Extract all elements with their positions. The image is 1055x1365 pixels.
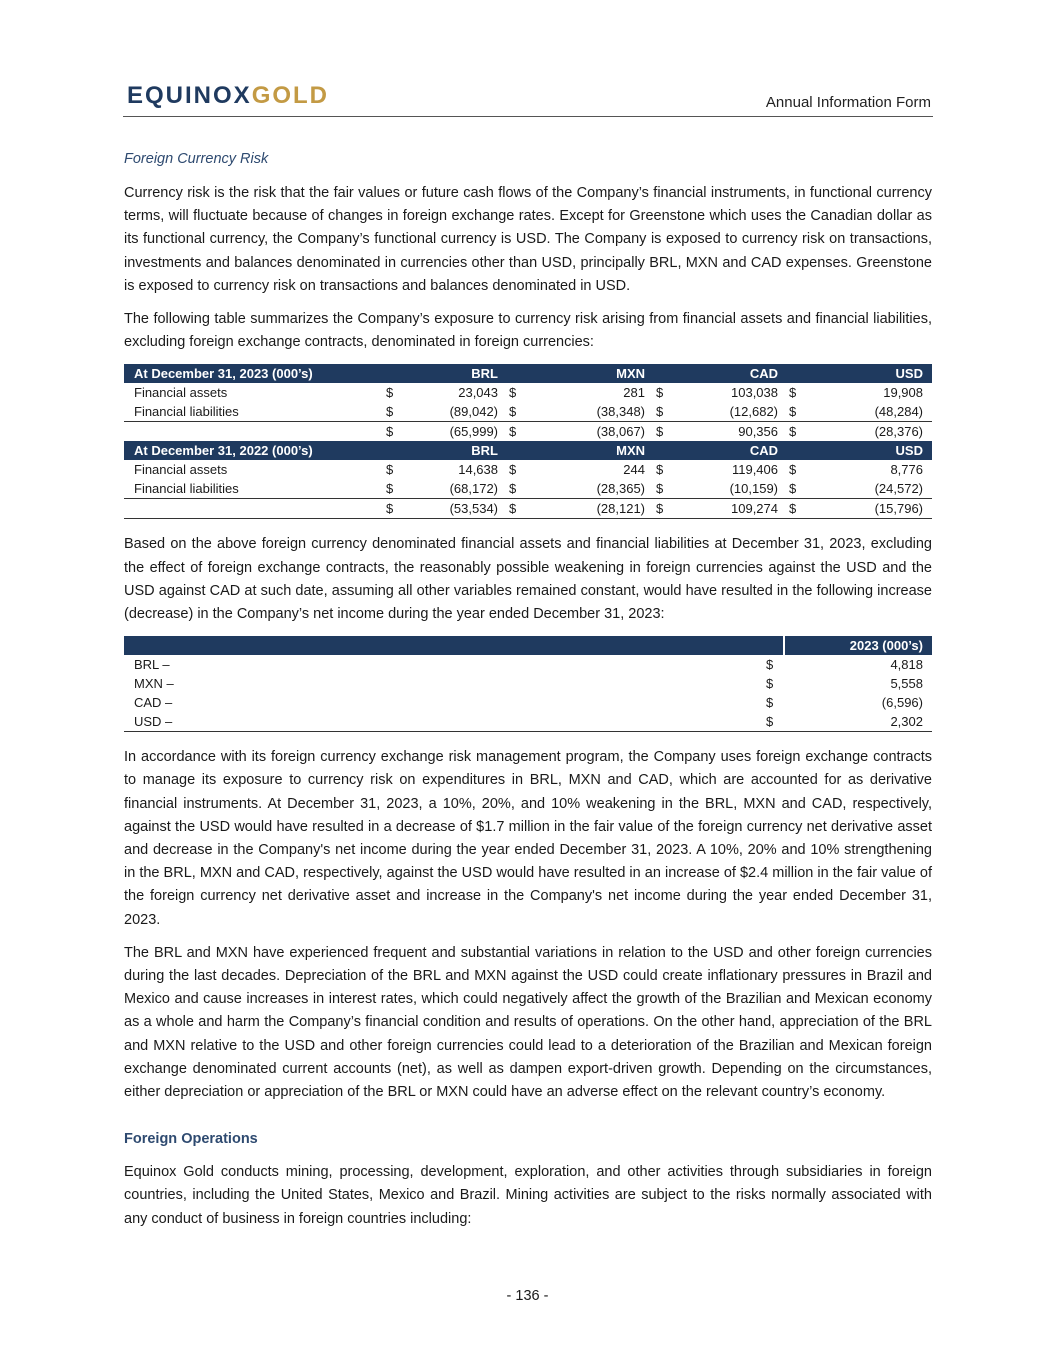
currency-symbol: $ (766, 676, 774, 692)
table-header-currency: USD (802, 441, 932, 460)
currency-symbol: $ (509, 481, 517, 497)
form-title: Annual Information Form (765, 94, 931, 111)
currency-label: CAD – (134, 695, 173, 711)
table-header-gap (384, 364, 399, 383)
cell-value: 119,406 (731, 462, 778, 478)
table-header-gap (654, 441, 669, 460)
currency-symbol: $ (766, 695, 774, 711)
row-label: Financial liabilities (134, 404, 239, 420)
sensitivity-row (124, 712, 932, 732)
row-label: Financial assets (134, 462, 228, 478)
paragraph: Equinox Gold conducts mining, processing, development, exploration, and other activities through subsidiaries in foreign countries, including the United States, Mexico and Brazil. Mining activities are subject to the risks normally associated with any conduct of business in foreign countries including: (124, 1164, 932, 1227)
currency-exposure-table (124, 364, 932, 519)
cell-value: 8,776 (890, 462, 923, 478)
cell-value: (24,572) (874, 481, 923, 497)
sensitivity-value: 4,818 (890, 657, 923, 673)
cell-value: (38,348) (596, 404, 645, 420)
table-header-currency: MXN (522, 364, 654, 383)
currency-symbol: $ (509, 385, 517, 401)
section-title-foreign-operations: Foreign Operations (124, 1131, 258, 1148)
sensitivity-table (124, 636, 932, 732)
page-header (123, 80, 933, 117)
currency-symbol: $ (507, 499, 522, 519)
currency-symbol: $ (386, 385, 394, 401)
currency-symbol: $ (654, 499, 669, 519)
table-header-row (124, 441, 932, 460)
table-header-currency: CAD (669, 441, 787, 460)
total-row (124, 499, 932, 519)
currency-symbol: $ (656, 481, 664, 497)
sensitivity-row (124, 693, 932, 712)
currency-symbol: $ (507, 422, 522, 442)
sensitivity-value: 5,558 (890, 676, 923, 692)
company-logo (127, 82, 329, 110)
cell-value: 244 (623, 462, 645, 478)
currency-symbol: $ (787, 422, 802, 442)
paragraph: Based on the above foreign currency denominated financial assets and financial liabilities at December 31, 2023, excluding the effect of foreign exchange contracts, the reasonably possible weakening in foreign currencies against the USD and the USD against CAD at such date, assuming all other variables remained constant, would have resulted in the following increase (decrease) in the Company’s net income during the year ended December 31, 2023: (124, 536, 932, 623)
total-value: 90,356 (669, 422, 787, 442)
row-label: Financial assets (134, 385, 228, 401)
currency-label: BRL – (134, 657, 170, 673)
row-label: Financial liabilities (134, 481, 239, 497)
paragraph: In accordance with its foreign currency exchange risk management program, the Company uses foreign exchange contracts to manage its exposure to currency risk on expenditures in BRL, MXN and CAD, which are accounted for as derivative financial instruments. At December 31, 2023, a 10%, 20%, and 10% weakening in the BRL, MXN and CAD, respectively, against the USD would have resulted in a decrease of $1.7 million in the fair value of the foreign currency net derivative asset and decrease in the Company's net income during the year ended December 31, 2023. A 10%, 20% and 10% strengthening in the BRL, MXN and CAD, respectively, against the USD would have resulted in an increase of $2.4 million in the fair value of the foreign currency net derivative asset and increase in the Company's net income during the year ended December 31, 2023. (124, 749, 932, 928)
logo-part2: GOLD (251, 82, 330, 109)
table-header-gap (507, 441, 522, 460)
cell-value: 281 (623, 385, 645, 401)
cell-value: 14,638 (458, 462, 498, 478)
sensitivity-header-row (124, 636, 932, 655)
currency-label: USD – (124, 712, 764, 732)
table-header-currency: CAD (669, 364, 787, 383)
currency-symbol: $ (789, 404, 797, 420)
sensitivity-value: (6,596) (881, 695, 923, 711)
paragraph: The BRL and MXN have experienced frequent and substantial variations in relation to the USD and other foreign currencies during the last decades. Depreciation of the BRL and MXN against the USD could create inflationary pressures in Brazil and Mexico and cause increases in interest rates, which could negatively affect the growth of the Brazilian and Mexican economy as a whole and harm the Company’s financial condition and results of operations. On the other hand, appreciation of the BRL and MXN relative to the USD and other foreign currencies could lead to a deterioration of the Brazilian and Mexican foreign exchange denominated current accounts (net), as well as dampen export-driven growth. Depending on the circumstances, either depreciation or appreciation of the BRL or MXN could have an adverse effect on the relevant country’s economy. (124, 944, 932, 1101)
paragraph: Currency risk is the risk that the fair values or future cash flows of the Company’s financial instruments, in functional currency terms, will fluctuate because of changes in foreign exchange rates. Except for Greenstone which uses the Canadian dollar as its functional currency, the Company’s functional currency is USD. The Company is exposed to currency risk on transactions, investments and balances denominated in currencies other than USD, principally BRL, MXN and CAD expenses. Greenstone is exposed to currency risk on transactions and balances denominated in USD. (124, 185, 932, 294)
section-title-currency-risk: Foreign Currency Risk (124, 151, 269, 167)
currency-symbol: $ (656, 404, 664, 420)
currency-symbol: $ (386, 481, 394, 497)
table-header-gap (787, 441, 802, 460)
currency-symbol: $ (654, 422, 669, 442)
table-header-currency: BRL (399, 364, 507, 383)
currency-label: MXN – (134, 676, 174, 692)
total-value: (38,067) (522, 422, 654, 442)
table-header-currency: USD (802, 364, 932, 383)
currency-symbol: $ (789, 462, 797, 478)
main-content (124, 148, 932, 1241)
total-value: (28,376) (802, 422, 932, 442)
currency-symbol: $ (766, 657, 774, 673)
currency-symbol: $ (509, 462, 517, 478)
currency-symbol: $ (787, 499, 802, 519)
currency-symbol: $ (386, 462, 394, 478)
table-header-gap (507, 364, 522, 383)
cell-value: (10,159) (729, 481, 778, 497)
currency-symbol: $ (384, 499, 399, 519)
table-header-gap (384, 441, 399, 460)
table-header-label: At December 31, 2022 (000’s) (124, 441, 384, 460)
cell-value: (12,682) (729, 404, 778, 420)
table-header-currency: MXN (522, 441, 654, 460)
table-row (124, 460, 932, 479)
currency-symbol: $ (764, 712, 784, 732)
page-number: - 136 - (506, 1288, 549, 1304)
table-header-label: At December 31, 2023 (000’s) (124, 364, 384, 383)
table-row (124, 402, 932, 422)
cell-value: 103,038 (731, 385, 778, 401)
sensitivity-value: 2,302 (784, 712, 932, 732)
total-value: (28,121) (522, 499, 654, 519)
table-header-gap (654, 364, 669, 383)
total-label-blank (124, 422, 384, 442)
currency-symbol: $ (789, 481, 797, 497)
cell-value: 19,908 (883, 385, 923, 401)
cell-value: (28,365) (596, 481, 645, 497)
currency-symbol: $ (509, 404, 517, 420)
table-header-gap (787, 364, 802, 383)
cell-value: (68,172) (449, 481, 498, 497)
currency-symbol: $ (656, 462, 664, 478)
sensitivity-row (124, 655, 932, 674)
currency-symbol: $ (656, 385, 664, 401)
table-header-row (124, 364, 932, 383)
paragraph: The following table summarizes the Company’s exposure to currency risk arising from financial assets and financial liabilities, excluding foreign exchange contracts, denominated in foreign currencies: (124, 311, 932, 351)
currency-symbol: $ (789, 385, 797, 401)
table-header-currency: BRL (399, 441, 507, 460)
cell-value: (48,284) (874, 404, 923, 420)
sensitivity-year-header: 2023 (000’s) (784, 636, 932, 655)
total-value: (53,534) (399, 499, 507, 519)
total-label-blank (124, 499, 384, 519)
table-row (124, 383, 932, 402)
cell-value: (89,042) (449, 404, 498, 420)
currency-symbol: $ (386, 404, 394, 420)
logo-part1: EQUINOX (127, 82, 252, 109)
total-value: (15,796) (802, 499, 932, 519)
table-row (124, 479, 932, 499)
total-value: (65,999) (399, 422, 507, 442)
total-row (124, 422, 932, 442)
cell-value: 23,043 (458, 385, 498, 401)
total-value: 109,274 (669, 499, 787, 519)
header-blank (124, 636, 784, 655)
sensitivity-row (124, 674, 932, 693)
currency-symbol: $ (384, 422, 399, 442)
